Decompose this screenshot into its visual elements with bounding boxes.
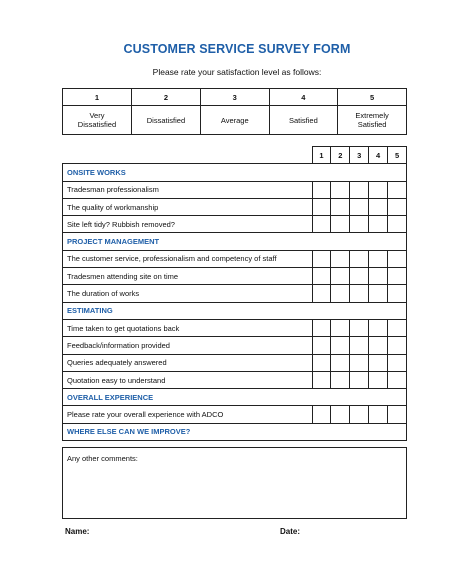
- scale-num-2: 2: [131, 89, 200, 106]
- rating-cell-4[interactable]: [369, 406, 388, 423]
- rating-cell-4[interactable]: [369, 198, 388, 215]
- rating-cell-4[interactable]: [369, 216, 388, 233]
- rating-cell-2[interactable]: [331, 216, 350, 233]
- rating-cell-3[interactable]: [350, 181, 369, 198]
- rating-cell-1[interactable]: [312, 181, 331, 198]
- question-text: The duration of works: [63, 285, 313, 302]
- scale-label-2: Dissatisfied: [131, 106, 200, 135]
- rating-cell-1[interactable]: [312, 198, 331, 215]
- rating-cell-4[interactable]: [369, 181, 388, 198]
- rating-header-1: 1: [312, 147, 331, 164]
- rating-cell-2[interactable]: [331, 406, 350, 423]
- question-text: Please rate your overall experience with ADCO: [63, 406, 313, 423]
- section-header: [63, 389, 407, 406]
- rating-cell-3[interactable]: [350, 285, 369, 302]
- scale-label-5: Extremely Satisfied: [338, 106, 407, 135]
- name-label: Name:: [65, 527, 90, 536]
- section-title: ESTIMATING: [63, 302, 407, 319]
- rating-cell-5[interactable]: [388, 181, 407, 198]
- rating-header-4: 4: [369, 147, 388, 164]
- section-header: [63, 164, 407, 181]
- question-row: [63, 371, 407, 388]
- rating-cell-2[interactable]: [331, 198, 350, 215]
- section-title: WHERE ELSE CAN WE IMPROVE?: [63, 423, 407, 440]
- rating-cell-5[interactable]: [388, 285, 407, 302]
- rating-cell-2[interactable]: [331, 354, 350, 371]
- rating-cell-3[interactable]: [350, 268, 369, 285]
- question-text: Site left tidy? Rubbish removed?: [63, 216, 313, 233]
- scale-num-3: 3: [200, 89, 269, 106]
- rating-cell-3[interactable]: [350, 354, 369, 371]
- rating-cell-1[interactable]: [312, 354, 331, 371]
- rating-header-2: 2: [331, 147, 350, 164]
- rating-cell-1[interactable]: [312, 285, 331, 302]
- question-row: [63, 198, 407, 215]
- rating-cell-2[interactable]: [331, 337, 350, 354]
- section-title: ONSITE WORKS: [63, 164, 407, 181]
- scale-num-5: 5: [338, 89, 407, 106]
- question-row: [63, 250, 407, 267]
- question-text: Queries adequately answered: [63, 354, 313, 371]
- date-label: Date:: [280, 527, 301, 536]
- rating-cell-2[interactable]: [331, 371, 350, 388]
- rating-cell-3[interactable]: [350, 371, 369, 388]
- rating-cell-3[interactable]: [350, 216, 369, 233]
- rating-cell-2[interactable]: [331, 250, 350, 267]
- rating-cell-2[interactable]: [331, 181, 350, 198]
- scale-label-3: Average: [200, 106, 269, 135]
- question-text: Quotation easy to understand: [63, 371, 313, 388]
- rating-cell-3[interactable]: [350, 250, 369, 267]
- rating-cell-4[interactable]: [369, 319, 388, 336]
- question-row: [63, 354, 407, 371]
- section-header: [63, 423, 407, 440]
- form-title: CUSTOMER SERVICE SURVEY FORM: [123, 42, 351, 56]
- section-title: PROJECT MANAGEMENT: [63, 233, 407, 250]
- rating-cell-5[interactable]: [388, 198, 407, 215]
- rating-cell-5[interactable]: [388, 319, 407, 336]
- question-text: Feedback/information provided: [63, 337, 313, 354]
- comments-box[interactable]: [62, 447, 407, 519]
- scale-num-1: 1: [63, 89, 132, 106]
- rating-cell-3[interactable]: [350, 319, 369, 336]
- rating-cell-4[interactable]: [369, 371, 388, 388]
- rating-cell-5[interactable]: [388, 406, 407, 423]
- rating-cell-1[interactable]: [312, 250, 331, 267]
- rating-cell-5[interactable]: [388, 250, 407, 267]
- rating-cell-2[interactable]: [331, 268, 350, 285]
- question-text: Tradesman professionalism: [63, 181, 313, 198]
- rating-cell-4[interactable]: [369, 337, 388, 354]
- question-row: [63, 319, 407, 336]
- question-row: [63, 216, 407, 233]
- question-row: [63, 181, 407, 198]
- rating-cell-2[interactable]: [331, 319, 350, 336]
- rating-cell-1[interactable]: [312, 216, 331, 233]
- question-row: [63, 337, 407, 354]
- question-row: [63, 268, 407, 285]
- rating-cell-3[interactable]: [350, 198, 369, 215]
- rating-cell-5[interactable]: [388, 268, 407, 285]
- rating-cell-4[interactable]: [369, 285, 388, 302]
- rating-cell-5[interactable]: [388, 216, 407, 233]
- question-text: Time taken to get quotations back: [63, 319, 313, 336]
- section-header: [63, 233, 407, 250]
- rating-cell-1[interactable]: [312, 406, 331, 423]
- question-row: [63, 285, 407, 302]
- rating-cell-3[interactable]: [350, 406, 369, 423]
- scale-num-4: 4: [269, 89, 338, 106]
- rating-cell-4[interactable]: [369, 354, 388, 371]
- form-subtitle: Please rate your satisfaction level as follows:: [152, 67, 322, 77]
- rating-cell-4[interactable]: [369, 250, 388, 267]
- rating-cell-1[interactable]: [312, 268, 331, 285]
- rating-cell-3[interactable]: [350, 337, 369, 354]
- rating-cell-5[interactable]: [388, 371, 407, 388]
- survey-table: [62, 146, 407, 441]
- scale-label-1: Very Dissatisfied: [63, 106, 132, 135]
- header-blank: [63, 147, 313, 164]
- section-header: [63, 302, 407, 319]
- rating-scale-table: [62, 88, 407, 135]
- rating-header-3: 3: [350, 147, 369, 164]
- section-title: OVERALL EXPERIENCE: [63, 389, 407, 406]
- comments-label: Any other comments:: [67, 454, 138, 463]
- rating-cell-2[interactable]: [331, 285, 350, 302]
- scale-label-4: Satisfied: [269, 106, 338, 135]
- rating-header-5: 5: [388, 147, 407, 164]
- question-text: The quality of workmanship: [63, 198, 313, 215]
- question-text: Tradesmen attending site on time: [63, 268, 313, 285]
- rating-cell-1[interactable]: [312, 337, 331, 354]
- rating-cell-5[interactable]: [388, 337, 407, 354]
- rating-cell-1[interactable]: [312, 371, 331, 388]
- rating-cell-4[interactable]: [369, 268, 388, 285]
- question-row: [63, 406, 407, 423]
- rating-cell-1[interactable]: [312, 319, 331, 336]
- question-text: The customer service, professionalism and competency of staff: [63, 250, 313, 267]
- rating-cell-5[interactable]: [388, 354, 407, 371]
